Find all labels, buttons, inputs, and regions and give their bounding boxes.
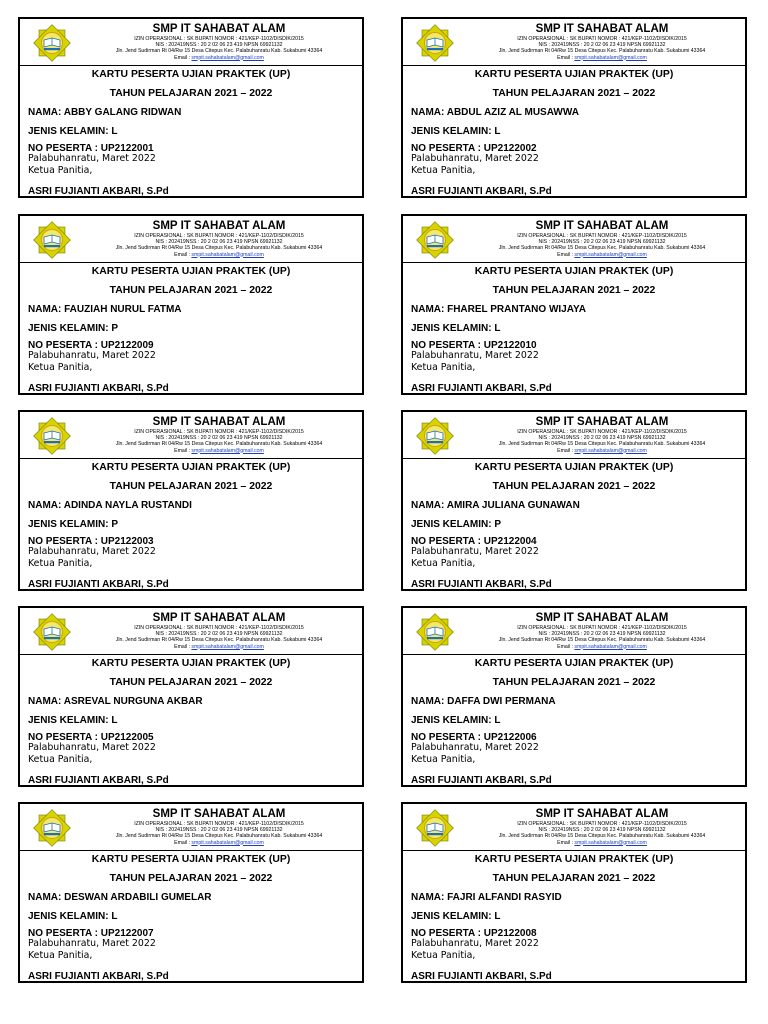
address-line: Jln. Jend Sudirman Rt 04/Rw 15 Desa Citepus Kec. Palabuhanratu Kab. Sukabumi 43364 [498,48,706,54]
participant-gender [28,715,117,726]
email-link[interactable]: smpit.sahabatalam@gmail.com [191,447,264,454]
signatory-name: ASRI FUJIANTI AKBARI, S.Pd [411,186,552,197]
school-logo-icon [415,23,455,63]
school-logo-icon [415,220,455,260]
email-label: Email : [557,643,575,650]
email-link[interactable]: smpit.sahabatalam@gmail.com [191,643,264,650]
card-title: KARTU PESERTA UJIAN PRAKTEK (UP) [91,69,291,80]
school-logo-icon [32,612,72,652]
participant-number: NO PESERTA : UP2122003 [28,536,154,547]
card-header [20,804,362,851]
nis-line: NIS : 202419NSS : 20 2 02 06 23 419 NPSN 69921132 [538,827,666,833]
gender-value: L [494,323,501,334]
committee-chair-label: Ketua Panitia, [411,558,476,569]
card-title: KARTU PESERTA UJIAN PRAKTEK (UP) [91,266,291,277]
participant-number: NO PESERTA : UP2122007 [28,928,154,939]
committee-chair-label: Ketua Panitia, [411,754,476,765]
address-line: Jln. Jend Sudirman Rt 04/Rw 15 Desa Citepus Kec. Palabuhanratu Kab. Sukabumi 43364 [115,245,323,251]
school-logo-icon [32,220,72,260]
license-line: IZIN OPERASIONAL : SK BUPATI NOMOR : 421/KEP-1102/DISDIK/2015 [517,429,687,435]
address-line: Jln. Jend Sudirman Rt 04/Rw 15 Desa Citepus Kec. Palabuhanratu Kab. Sukabumi 43364 [498,245,706,251]
nis-line: NIS : 202419NSS : 20 2 02 06 23 419 NPSN 69921132 [155,631,283,637]
card-header [403,19,745,66]
gender-value: P [111,323,119,334]
exam-card [401,802,747,983]
signatory-name: ASRI FUJIANTI AKBARI, S.Pd [28,971,169,982]
school-name: SMP IT SAHABAT ALAM [152,612,286,624]
address-line: Jln. Jend Sudirman Rt 04/Rw 15 Desa Citepus Kec. Palabuhanratu Kab. Sukabumi 43364 [498,637,706,643]
committee-chair-label: Ketua Panitia, [28,362,93,373]
gender-label: JENIS KELAMIN: [28,911,112,922]
gender-value: P [111,519,119,530]
signatory-name: ASRI FUJIANTI AKBARI, S.Pd [28,579,169,590]
school-name: SMP IT SAHABAT ALAM [535,23,669,35]
place-date: Palabuhanratu, Maret 2022 [411,350,539,361]
exam-card [18,606,364,787]
participant-gender [28,911,117,922]
participant-gender [411,126,500,137]
email-link[interactable]: smpit.sahabatalam@gmail.com [574,251,647,258]
email-line [463,644,741,650]
gender-value: L [494,126,501,137]
place-date: Palabuhanratu, Maret 2022 [28,546,156,557]
participant-name: NAMA: DAFFA DWI PERMANA [411,696,556,707]
card-title: KARTU PESERTA UJIAN PRAKTEK (UP) [474,266,674,277]
participant-name: NAMA: ABBY GALANG RIDWAN [28,107,182,118]
card-title: KARTU PESERTA UJIAN PRAKTEK (UP) [474,462,674,473]
email-link[interactable]: smpit.sahabatalam@gmail.com [574,643,647,650]
committee-chair-label: Ketua Panitia, [28,754,93,765]
school-year: TAHUN PELAJARAN 2021 – 2022 [492,873,656,884]
exam-card [18,410,364,591]
committee-chair-label: Ketua Panitia, [28,950,93,961]
email-link[interactable]: smpit.sahabatalam@gmail.com [574,54,647,61]
place-date: Palabuhanratu, Maret 2022 [28,153,156,164]
participant-name: NAMA: ADINDA NAYLA RUSTANDI [28,500,192,511]
school-year: TAHUN PELAJARAN 2021 – 2022 [109,285,273,296]
committee-chair-label: Ketua Panitia, [411,950,476,961]
gender-label: JENIS KELAMIN: [411,323,495,334]
address-line: Jln. Jend Sudirman Rt 04/Rw 15 Desa Citepus Kec. Palabuhanratu Kab. Sukabumi 43364 [115,833,323,839]
gender-label: JENIS KELAMIN: [28,715,112,726]
gender-label: JENIS KELAMIN: [28,126,112,137]
committee-chair-label: Ketua Panitia, [28,165,93,176]
email-line [463,55,741,61]
card-title: KARTU PESERTA UJIAN PRAKTEK (UP) [474,658,674,669]
school-name: SMP IT SAHABAT ALAM [535,416,669,428]
nis-line: NIS : 202419NSS : 20 2 02 06 23 419 NPSN 69921132 [538,435,666,441]
exam-card [401,410,747,591]
gender-value: L [494,715,501,726]
school-logo-icon [415,416,455,456]
exam-card [401,606,747,787]
email-link[interactable]: smpit.sahabatalam@gmail.com [574,839,647,846]
place-date: Palabuhanratu, Maret 2022 [411,153,539,164]
school-name: SMP IT SAHABAT ALAM [535,808,669,820]
committee-chair-label: Ketua Panitia, [411,362,476,373]
card-title: KARTU PESERTA UJIAN PRAKTEK (UP) [474,854,674,865]
participant-number: NO PESERTA : UP2122001 [28,143,154,154]
participant-name: NAMA: FAUZIAH NURUL FATMA [28,304,182,315]
exam-card [18,802,364,983]
place-date: Palabuhanratu, Maret 2022 [28,350,156,361]
school-name: SMP IT SAHABAT ALAM [152,23,286,35]
nis-line: NIS : 202419NSS : 20 2 02 06 23 419 NPSN 69921132 [155,42,283,48]
email-line [463,840,741,846]
email-line [80,448,358,454]
email-label: Email : [174,447,192,454]
place-date: Palabuhanratu, Maret 2022 [411,938,539,949]
license-line: IZIN OPERASIONAL : SK BUPATI NOMOR : 421/KEP-1102/DISDIK/2015 [134,36,304,42]
participant-number: NO PESERTA : UP2122002 [411,143,537,154]
participant-name: NAMA: FHAREL PRANTANO WIJAYA [411,304,587,315]
school-logo-icon [32,808,72,848]
signatory-name: ASRI FUJIANTI AKBARI, S.Pd [28,383,169,394]
gender-value: P [494,519,502,530]
school-name: SMP IT SAHABAT ALAM [535,612,669,624]
signatory-name: ASRI FUJIANTI AKBARI, S.Pd [411,579,552,590]
participant-name: NAMA: DESWAN ARDABILI GUMELAR [28,892,212,903]
school-name: SMP IT SAHABAT ALAM [152,416,286,428]
participant-gender [411,323,500,334]
school-name: SMP IT SAHABAT ALAM [535,220,669,232]
signatory-name: ASRI FUJIANTI AKBARI, S.Pd [28,186,169,197]
nis-line: NIS : 202419NSS : 20 2 02 06 23 419 NPSN 69921132 [538,631,666,637]
address-line: Jln. Jend Sudirman Rt 04/Rw 15 Desa Citepus Kec. Palabuhanratu Kab. Sukabumi 43364 [498,833,706,839]
exam-card [401,214,747,395]
participant-gender [411,715,500,726]
signatory-name: ASRI FUJIANTI AKBARI, S.Pd [411,971,552,982]
nis-line: NIS : 202419NSS : 20 2 02 06 23 419 NPSN 69921132 [155,827,283,833]
school-logo-icon [32,416,72,456]
school-year: TAHUN PELAJARAN 2021 – 2022 [492,285,656,296]
email-line [80,644,358,650]
place-date: Palabuhanratu, Maret 2022 [411,546,539,557]
email-label: Email : [174,54,192,61]
email-label: Email : [174,251,192,258]
card-title: KARTU PESERTA UJIAN PRAKTEK (UP) [91,854,291,865]
license-line: IZIN OPERASIONAL : SK BUPATI NOMOR : 421/KEP-1102/DISDIK/2015 [517,625,687,631]
card-header [403,412,745,459]
participant-name: NAMA: ABDUL AZIZ AL MUSAWWA [411,107,579,118]
school-year: TAHUN PELAJARAN 2021 – 2022 [492,481,656,492]
card-title: KARTU PESERTA UJIAN PRAKTEK (UP) [91,658,291,669]
email-label: Email : [557,839,575,846]
gender-label: JENIS KELAMIN: [28,323,112,334]
gender-value: L [111,911,118,922]
gender-label: JENIS KELAMIN: [411,715,495,726]
school-year: TAHUN PELAJARAN 2021 – 2022 [109,873,273,884]
license-line: IZIN OPERASIONAL : SK BUPATI NOMOR : 421/KEP-1102/DISDIK/2015 [517,36,687,42]
participant-number: NO PESERTA : UP2122009 [28,340,154,351]
email-link[interactable]: smpit.sahabatalam@gmail.com [191,54,264,61]
email-line [80,55,358,61]
address-line: Jln. Jend Sudirman Rt 04/Rw 15 Desa Citepus Kec. Palabuhanratu Kab. Sukabumi 43364 [115,441,323,447]
gender-value: L [494,911,501,922]
signatory-name: ASRI FUJIANTI AKBARI, S.Pd [411,383,552,394]
participant-name: NAMA: FAJRI ALFANDI RASYID [411,892,562,903]
place-date: Palabuhanratu, Maret 2022 [411,742,539,753]
school-year: TAHUN PELAJARAN 2021 – 2022 [492,88,656,99]
license-line: IZIN OPERASIONAL : SK BUPATI NOMOR : 421/KEP-1102/DISDIK/2015 [517,821,687,827]
participant-number: NO PESERTA : UP2122008 [411,928,537,939]
card-title: KARTU PESERTA UJIAN PRAKTEK (UP) [474,69,674,80]
participant-gender [411,519,501,530]
nis-line: NIS : 202419NSS : 20 2 02 06 23 419 NPSN 69921132 [155,239,283,245]
gender-value: L [111,715,118,726]
card-header [20,216,362,263]
place-date: Palabuhanratu, Maret 2022 [28,742,156,753]
signatory-name: ASRI FUJIANTI AKBARI, S.Pd [411,775,552,786]
school-logo-icon [415,808,455,848]
gender-label: JENIS KELAMIN: [411,911,495,922]
license-line: IZIN OPERASIONAL : SK BUPATI NOMOR : 421/KEP-1102/DISDIK/2015 [134,233,304,239]
participant-gender [28,519,118,530]
card-header [403,804,745,851]
nis-line: NIS : 202419NSS : 20 2 02 06 23 419 NPSN 69921132 [538,42,666,48]
email-link[interactable]: smpit.sahabatalam@gmail.com [574,447,647,454]
email-line [463,448,741,454]
license-line: IZIN OPERASIONAL : SK BUPATI NOMOR : 421/KEP-1102/DISDIK/2015 [517,233,687,239]
card-header [20,608,362,655]
place-date: Palabuhanratu, Maret 2022 [28,938,156,949]
license-line: IZIN OPERASIONAL : SK BUPATI NOMOR : 421/KEP-1102/DISDIK/2015 [134,821,304,827]
card-header [403,608,745,655]
school-year: TAHUN PELAJARAN 2021 – 2022 [109,88,273,99]
address-line: Jln. Jend Sudirman Rt 04/Rw 15 Desa Citepus Kec. Palabuhanratu Kab. Sukabumi 43364 [498,441,706,447]
participant-number: NO PESERTA : UP2122004 [411,536,537,547]
card-title: KARTU PESERTA UJIAN PRAKTEK (UP) [91,462,291,473]
nis-line: NIS : 202419NSS : 20 2 02 06 23 419 NPSN 69921132 [155,435,283,441]
school-logo-icon [32,23,72,63]
school-year: TAHUN PELAJARAN 2021 – 2022 [492,677,656,688]
participant-gender [28,126,117,137]
signatory-name: ASRI FUJIANTI AKBARI, S.Pd [28,775,169,786]
gender-label: JENIS KELAMIN: [411,126,495,137]
participant-name: NAMA: AMIRA JULIANA GUNAWAN [411,500,580,511]
card-header [403,216,745,263]
address-line: Jln. Jend Sudirman Rt 04/Rw 15 Desa Citepus Kec. Palabuhanratu Kab. Sukabumi 43364 [115,48,323,54]
email-link[interactable]: smpit.sahabatalam@gmail.com [191,839,264,846]
school-name: SMP IT SAHABAT ALAM [152,808,286,820]
committee-chair-label: Ketua Panitia, [28,558,93,569]
committee-chair-label: Ketua Panitia, [411,165,476,176]
email-line [463,252,741,258]
school-year: TAHUN PELAJARAN 2021 – 2022 [109,677,273,688]
participant-number: NO PESERTA : UP2122010 [411,340,537,351]
address-line: Jln. Jend Sudirman Rt 04/Rw 15 Desa Citepus Kec. Palabuhanratu Kab. Sukabumi 43364 [115,637,323,643]
participant-number: NO PESERTA : UP2122006 [411,732,537,743]
email-link[interactable]: smpit.sahabatalam@gmail.com [191,251,264,258]
email-label: Email : [174,643,192,650]
license-line: IZIN OPERASIONAL : SK BUPATI NOMOR : 421/KEP-1102/DISDIK/2015 [134,429,304,435]
email-line [80,840,358,846]
participant-gender [28,323,118,334]
email-label: Email : [557,251,575,258]
email-label: Email : [557,447,575,454]
participant-gender [411,911,500,922]
nis-line: NIS : 202419NSS : 20 2 02 06 23 419 NPSN 69921132 [538,239,666,245]
gender-value: L [111,126,118,137]
license-line: IZIN OPERASIONAL : SK BUPATI NOMOR : 421/KEP-1102/DISDIK/2015 [134,625,304,631]
school-logo-icon [415,612,455,652]
gender-label: JENIS KELAMIN: [411,519,495,530]
participant-name: NAMA: ASREVAL NURGUNA AKBAR [28,696,203,707]
exam-card [18,17,364,198]
card-header [20,19,362,66]
exam-card [18,214,364,395]
email-line [80,252,358,258]
school-year: TAHUN PELAJARAN 2021 – 2022 [109,481,273,492]
email-label: Email : [557,54,575,61]
participant-number: NO PESERTA : UP2122005 [28,732,154,743]
exam-card [401,17,747,198]
card-header [20,412,362,459]
gender-label: JENIS KELAMIN: [28,519,112,530]
school-name: SMP IT SAHABAT ALAM [152,220,286,232]
email-label: Email : [174,839,192,846]
